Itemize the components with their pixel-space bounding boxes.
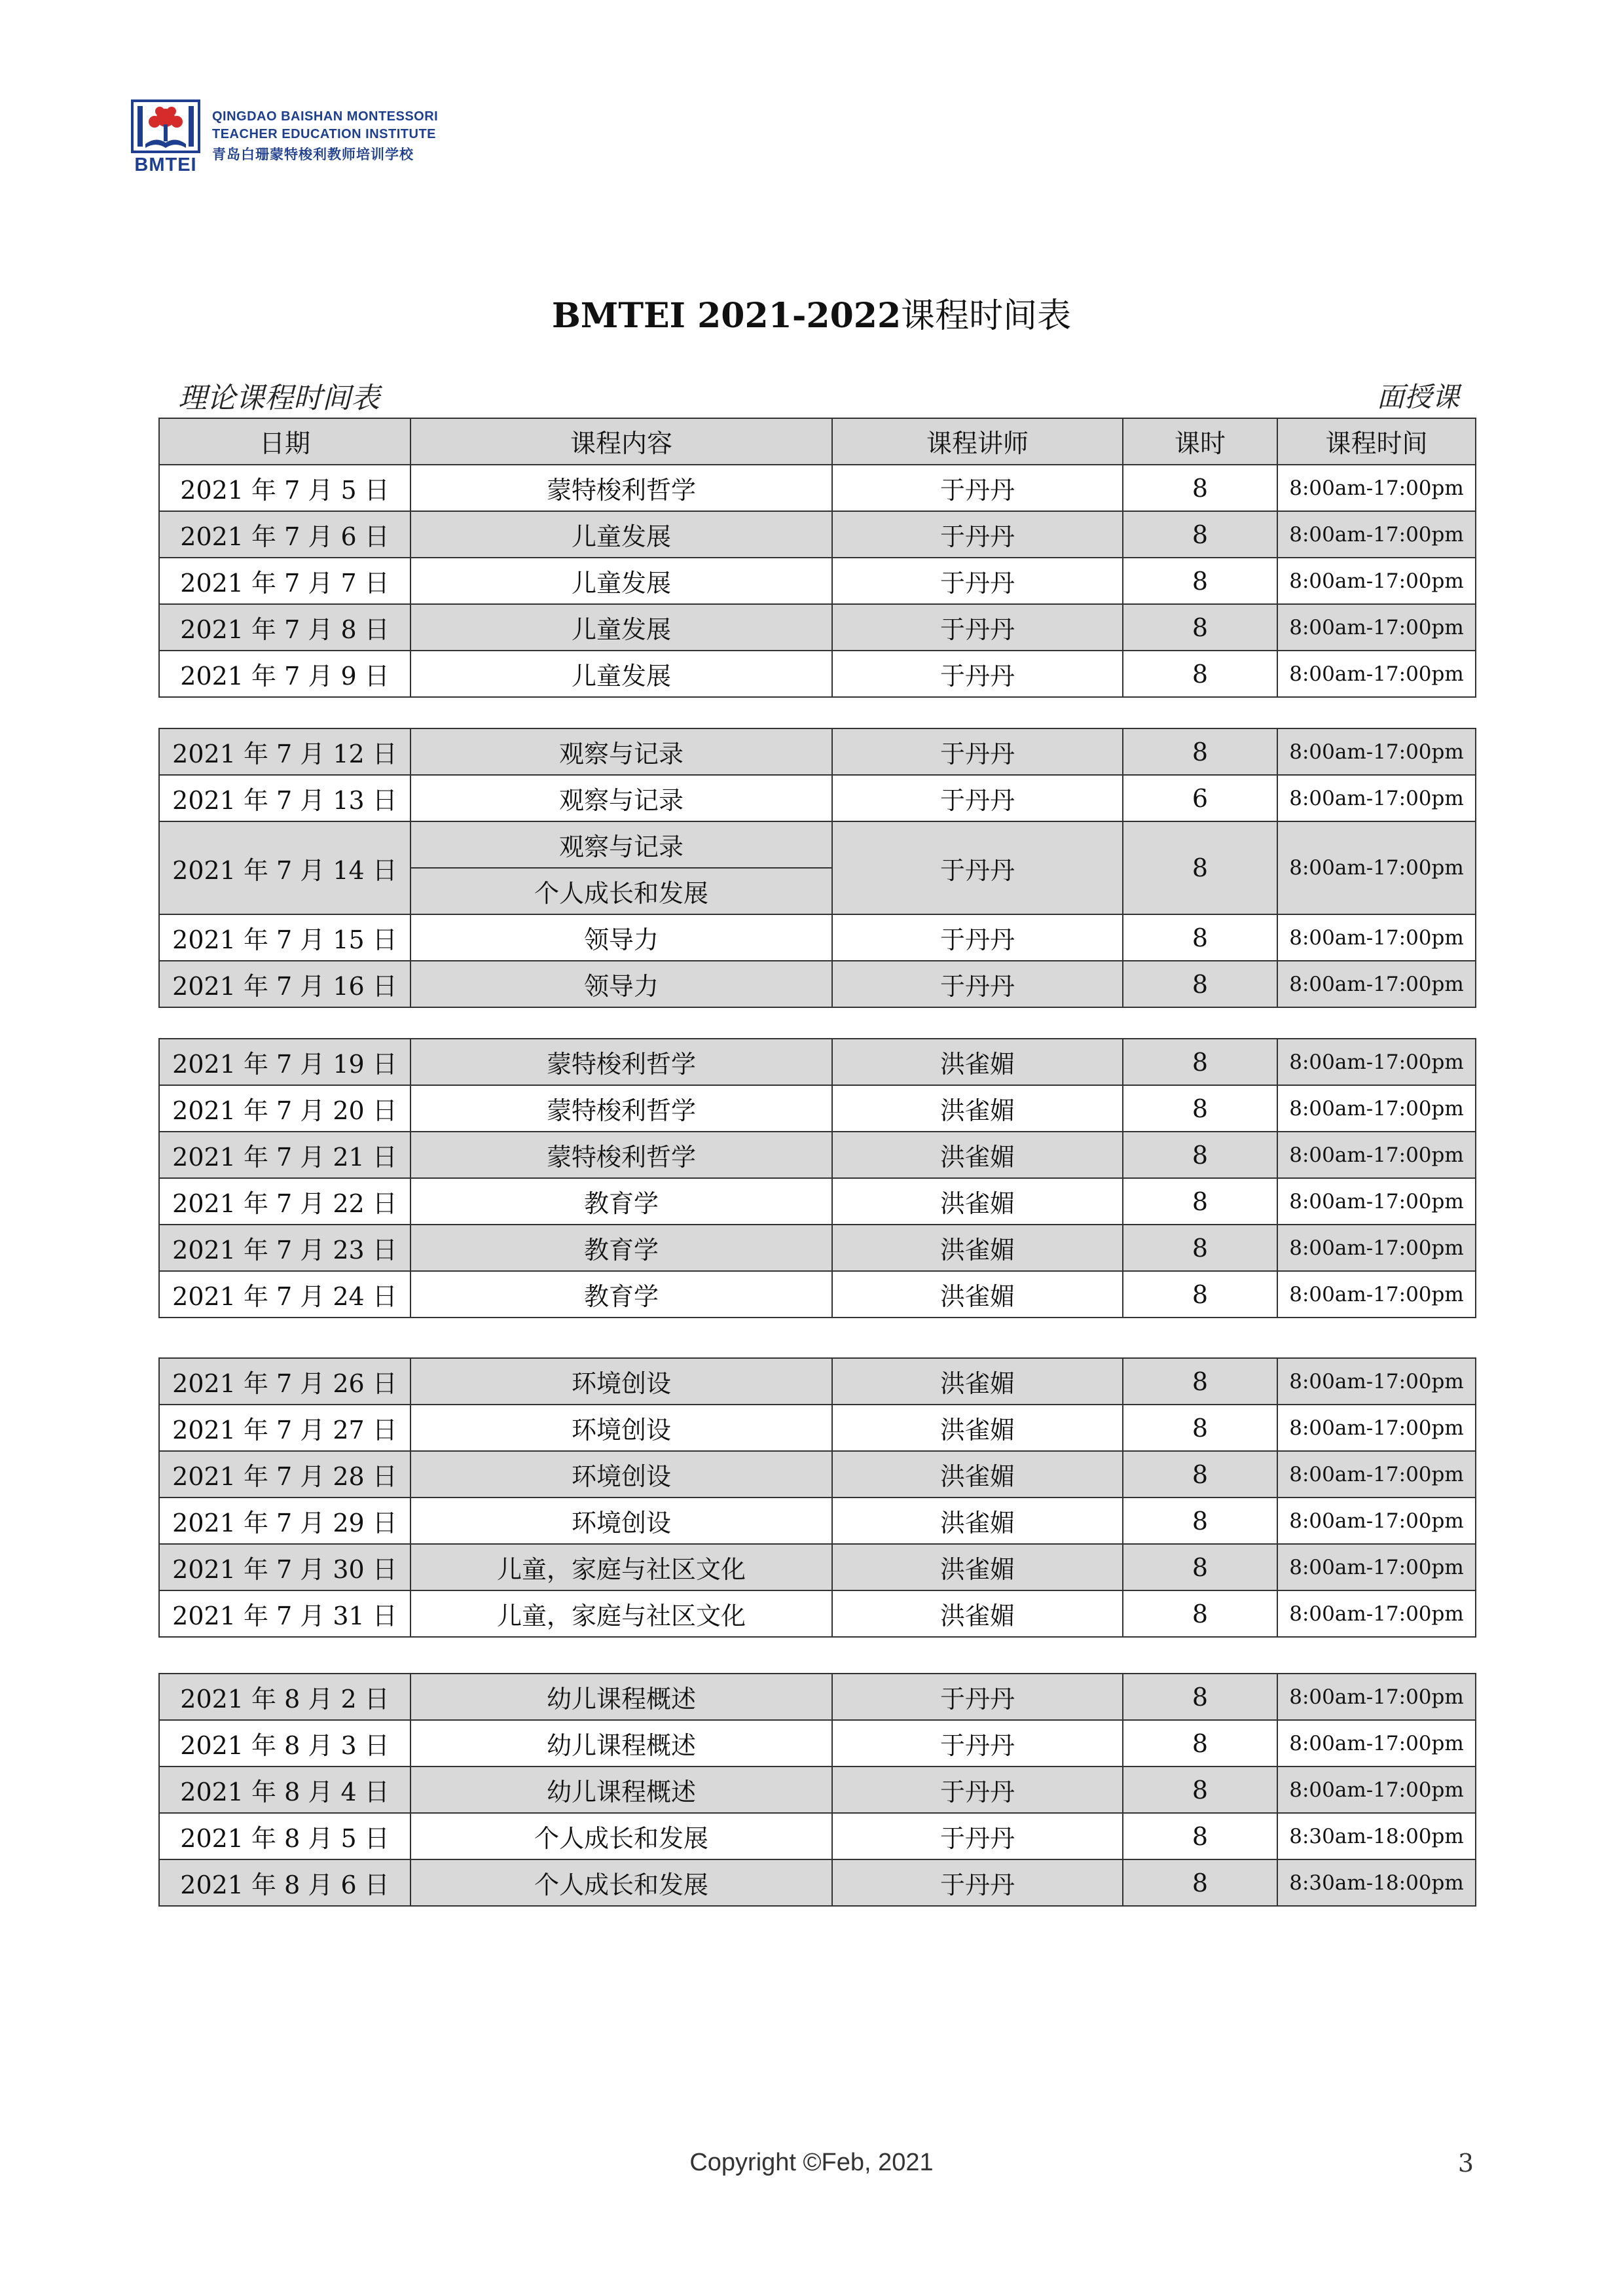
hours-cell: 8 — [1123, 1498, 1277, 1544]
schedule-table-3 — [158, 1038, 1476, 1318]
table-row — [159, 821, 1476, 868]
time-cell: 8:00am-17:00pm — [1277, 1674, 1476, 1720]
hours-cell: 8 — [1123, 1178, 1277, 1225]
page-title — [0, 288, 1623, 337]
section-label-mode: 面授课 — [1376, 381, 1459, 413]
logo-name-chinese: 青岛白珊蒙特梭利教师培训学校 — [212, 147, 414, 162]
hours-cell: 8 — [1123, 1271, 1277, 1318]
course-cell: 教育学 — [410, 1271, 832, 1318]
teacher-cell: 洪雀媚 — [832, 1132, 1123, 1178]
copyright-notice: Copyright ©Feb, 2021 — [689, 2149, 934, 2176]
hours-cell: 8 — [1123, 1544, 1277, 1590]
course-cell: 观察与记录 — [410, 775, 832, 821]
time-cell: 8:30am-18:00pm — [1277, 1813, 1476, 1859]
course-cell: 领导力 — [410, 914, 832, 961]
section-label-theory: 理论课程时间表 — [178, 382, 380, 415]
hours-cell: 8 — [1123, 1674, 1277, 1720]
date-cell: 2021 年 7 月 28 日 — [159, 1451, 410, 1498]
hours-cell: 8 — [1123, 465, 1277, 511]
table-row — [159, 1358, 1476, 1405]
course-cell: 蒙特梭利哲学 — [410, 1132, 832, 1178]
table-row — [159, 1132, 1476, 1178]
teacher-cell: 于丹丹 — [832, 651, 1123, 697]
date-cell: 2021 年 7 月 24 日 — [159, 1271, 410, 1318]
course-cell: 环境创设 — [410, 1451, 832, 1498]
course-cell: 儿童发展 — [410, 651, 832, 697]
course-cell: 儿童发展 — [410, 604, 832, 651]
table-row — [159, 558, 1476, 604]
teacher-cell: 于丹丹 — [832, 1720, 1123, 1767]
date-cell: 2021 年 7 月 6 日 — [159, 511, 410, 558]
date-cell: 2021 年 7 月 8 日 — [159, 604, 410, 651]
time-cell: 8:00am-17:00pm — [1277, 1767, 1476, 1813]
date-cell: 2021 年 7 月 12 日 — [159, 728, 410, 775]
table-row — [159, 1544, 1476, 1590]
course-cell: 环境创设 — [410, 1358, 832, 1405]
time-cell: 8:00am-17:00pm — [1277, 961, 1476, 1007]
table-row — [159, 961, 1476, 1007]
date-cell: 2021 年 7 月 27 日 — [159, 1405, 410, 1451]
time-cell: 8:00am-17:00pm — [1277, 1451, 1476, 1498]
table-row — [159, 651, 1476, 697]
teacher-cell: 于丹丹 — [832, 1859, 1123, 1906]
hours-cell: 8 — [1123, 821, 1277, 914]
course-cell: 观察与记录 — [410, 728, 832, 775]
hours-cell: 8 — [1123, 1451, 1277, 1498]
course-cell: 环境创设 — [410, 1498, 832, 1544]
table-row — [159, 775, 1476, 821]
course-cell: 儿童，家庭与社区文化 — [410, 1544, 832, 1590]
hours-cell: 8 — [1123, 1225, 1277, 1271]
column-header-time: 课程时间 — [1277, 418, 1476, 465]
table-row — [159, 1178, 1476, 1225]
time-cell: 8:00am-17:00pm — [1277, 821, 1476, 914]
time-cell: 8:00am-17:00pm — [1277, 1178, 1476, 1225]
table-header-row — [159, 418, 1476, 465]
logo-name-line2: TEACHER EDUCATION INSTITUTE — [212, 127, 437, 141]
teacher-cell: 于丹丹 — [832, 511, 1123, 558]
table-row — [159, 1225, 1476, 1271]
page-title-latin: BMTEI 2021-2022 — [551, 296, 902, 336]
time-cell: 8:30am-18:00pm — [1277, 1859, 1476, 1906]
logo-name-line1: QINGDAO BAISHAN MONTESSORI — [212, 109, 439, 124]
teacher-cell: 于丹丹 — [832, 1767, 1123, 1813]
column-header-teacher: 课程讲师 — [832, 418, 1123, 465]
teacher-cell: 于丹丹 — [832, 1813, 1123, 1859]
course-cell: 环境创设 — [410, 1405, 832, 1451]
date-cell: 2021 年 7 月 22 日 — [159, 1178, 410, 1225]
schedule-table-2 — [158, 728, 1476, 1008]
table-row — [159, 1859, 1476, 1906]
teacher-cell: 于丹丹 — [832, 728, 1123, 775]
hours-cell: 8 — [1123, 604, 1277, 651]
course-cell: 幼儿课程概述 — [410, 1720, 832, 1767]
teacher-cell: 洪雀媚 — [832, 1225, 1123, 1271]
teacher-cell: 于丹丹 — [832, 604, 1123, 651]
date-cell: 2021 年 7 月 23 日 — [159, 1225, 410, 1271]
hours-cell: 8 — [1123, 1039, 1277, 1085]
course-cell: 儿童发展 — [410, 511, 832, 558]
date-cell: 2021 年 7 月 20 日 — [159, 1085, 410, 1132]
date-cell: 2021 年 7 月 15 日 — [159, 914, 410, 961]
teacher-cell: 于丹丹 — [832, 558, 1123, 604]
course-cell: 教育学 — [410, 1178, 832, 1225]
course-cell: 领导力 — [410, 961, 832, 1007]
time-cell: 8:00am-17:00pm — [1277, 604, 1476, 651]
date-cell: 2021 年 8 月 6 日 — [159, 1859, 410, 1906]
course-cell: 蒙特梭利哲学 — [410, 1085, 832, 1132]
hours-cell: 8 — [1123, 914, 1277, 961]
hours-cell: 8 — [1123, 1405, 1277, 1451]
time-cell: 8:00am-17:00pm — [1277, 1544, 1476, 1590]
date-cell: 2021 年 7 月 26 日 — [159, 1358, 410, 1405]
teacher-cell: 洪雀媚 — [832, 1085, 1123, 1132]
time-cell: 8:00am-17:00pm — [1277, 558, 1476, 604]
course-cell: 蒙特梭利哲学 — [410, 465, 832, 511]
hours-cell: 8 — [1123, 651, 1277, 697]
teacher-cell: 于丹丹 — [832, 775, 1123, 821]
teacher-cell: 洪雀媚 — [832, 1358, 1123, 1405]
date-cell: 2021 年 7 月 13 日 — [159, 775, 410, 821]
course-cell: 儿童，家庭与社区文化 — [410, 1590, 832, 1637]
hours-cell: 8 — [1123, 511, 1277, 558]
time-cell: 8:00am-17:00pm — [1277, 511, 1476, 558]
hours-cell: 8 — [1123, 558, 1277, 604]
teacher-cell: 洪雀媚 — [832, 1405, 1123, 1451]
teacher-cell: 于丹丹 — [832, 821, 1123, 914]
hours-cell: 6 — [1123, 775, 1277, 821]
time-cell: 8:00am-17:00pm — [1277, 1358, 1476, 1405]
teacher-cell: 于丹丹 — [832, 465, 1123, 511]
teacher-cell: 洪雀媚 — [832, 1271, 1123, 1318]
table-row — [159, 1767, 1476, 1813]
course-cell: 个人成长和发展 — [410, 868, 832, 914]
time-cell: 8:00am-17:00pm — [1277, 1590, 1476, 1637]
table-row — [159, 511, 1476, 558]
table-row — [159, 1451, 1476, 1498]
date-cell: 2021 年 7 月 30 日 — [159, 1544, 410, 1590]
hours-cell: 8 — [1123, 961, 1277, 1007]
hours-cell: 8 — [1123, 1590, 1277, 1637]
hours-cell: 8 — [1123, 1085, 1277, 1132]
time-cell: 8:00am-17:00pm — [1277, 1225, 1476, 1271]
teacher-cell: 洪雀媚 — [832, 1544, 1123, 1590]
date-cell: 2021 年 8 月 2 日 — [159, 1674, 410, 1720]
course-cell: 个人成长和发展 — [410, 1859, 832, 1906]
teacher-cell: 洪雀媚 — [832, 1498, 1123, 1544]
date-cell: 2021 年 7 月 14 日 — [159, 821, 410, 914]
course-cell: 幼儿课程概述 — [410, 1674, 832, 1720]
teacher-cell: 于丹丹 — [832, 961, 1123, 1007]
time-cell: 8:00am-17:00pm — [1277, 1271, 1476, 1318]
time-cell: 8:00am-17:00pm — [1277, 1085, 1476, 1132]
time-cell: 8:00am-17:00pm — [1277, 1405, 1476, 1451]
table-row — [159, 728, 1476, 775]
table-row — [159, 1720, 1476, 1767]
course-cell: 观察与记录 — [410, 821, 832, 868]
table-row — [159, 1085, 1476, 1132]
teacher-cell: 洪雀媚 — [832, 1590, 1123, 1637]
column-header-course: 课程内容 — [410, 418, 832, 465]
table-row — [159, 1498, 1476, 1544]
date-cell: 2021 年 7 月 19 日 — [159, 1039, 410, 1085]
schedule-table-4 — [158, 1357, 1476, 1638]
teacher-cell: 洪雀媚 — [832, 1451, 1123, 1498]
institute-logo — [130, 98, 496, 177]
time-cell: 8:00am-17:00pm — [1277, 914, 1476, 961]
date-cell: 2021 年 7 月 7 日 — [159, 558, 410, 604]
schedule-table-5 — [158, 1673, 1476, 1907]
course-cell: 个人成长和发展 — [410, 1813, 832, 1859]
date-cell: 2021 年 7 月 9 日 — [159, 651, 410, 697]
page-number: 3 — [1457, 2149, 1474, 2178]
hours-cell: 8 — [1123, 1720, 1277, 1767]
date-cell: 2021 年 7 月 29 日 — [159, 1498, 410, 1544]
hours-cell: 8 — [1123, 1859, 1277, 1906]
date-cell: 2021 年 7 月 21 日 — [159, 1132, 410, 1178]
date-cell: 2021 年 7 月 5 日 — [159, 465, 410, 511]
date-cell: 2021 年 8 月 5 日 — [159, 1813, 410, 1859]
logo-acronym: BMTEI — [134, 154, 197, 175]
table-row — [159, 914, 1476, 961]
table-row — [159, 1590, 1476, 1637]
hours-cell: 8 — [1123, 728, 1277, 775]
time-cell: 8:00am-17:00pm — [1277, 775, 1476, 821]
table-row — [159, 465, 1476, 511]
table-row — [159, 1405, 1476, 1451]
time-cell: 8:00am-17:00pm — [1277, 465, 1476, 511]
table-row — [159, 1271, 1476, 1318]
date-cell: 2021 年 7 月 31 日 — [159, 1590, 410, 1637]
column-header-date: 日期 — [159, 418, 410, 465]
teacher-cell: 洪雀媚 — [832, 1039, 1123, 1085]
schedule-table-1 — [158, 418, 1476, 698]
page-title-chinese: 课程时间表 — [901, 296, 1072, 336]
date-cell: 2021 年 7 月 16 日 — [159, 961, 410, 1007]
column-header-hours: 课时 — [1123, 418, 1277, 465]
time-cell: 8:00am-17:00pm — [1277, 651, 1476, 697]
course-cell: 幼儿课程概述 — [410, 1767, 832, 1813]
teacher-cell: 于丹丹 — [832, 1674, 1123, 1720]
hours-cell: 8 — [1123, 1132, 1277, 1178]
course-cell: 儿童发展 — [410, 558, 832, 604]
course-cell: 蒙特梭利哲学 — [410, 1039, 832, 1085]
time-cell: 8:00am-17:00pm — [1277, 1498, 1476, 1544]
date-cell: 2021 年 8 月 3 日 — [159, 1720, 410, 1767]
time-cell: 8:00am-17:00pm — [1277, 1720, 1476, 1767]
hours-cell: 8 — [1123, 1767, 1277, 1813]
time-cell: 8:00am-17:00pm — [1277, 1039, 1476, 1085]
time-cell: 8:00am-17:00pm — [1277, 728, 1476, 775]
hours-cell: 8 — [1123, 1813, 1277, 1859]
time-cell: 8:00am-17:00pm — [1277, 1132, 1476, 1178]
table-row — [159, 1039, 1476, 1085]
teacher-cell: 于丹丹 — [832, 914, 1123, 961]
table-row — [159, 1674, 1476, 1720]
hours-cell: 8 — [1123, 1358, 1277, 1405]
table-row — [159, 1813, 1476, 1859]
table-row — [159, 604, 1476, 651]
teacher-cell: 洪雀媚 — [832, 1178, 1123, 1225]
course-cell: 教育学 — [410, 1225, 832, 1271]
date-cell: 2021 年 8 月 4 日 — [159, 1767, 410, 1813]
